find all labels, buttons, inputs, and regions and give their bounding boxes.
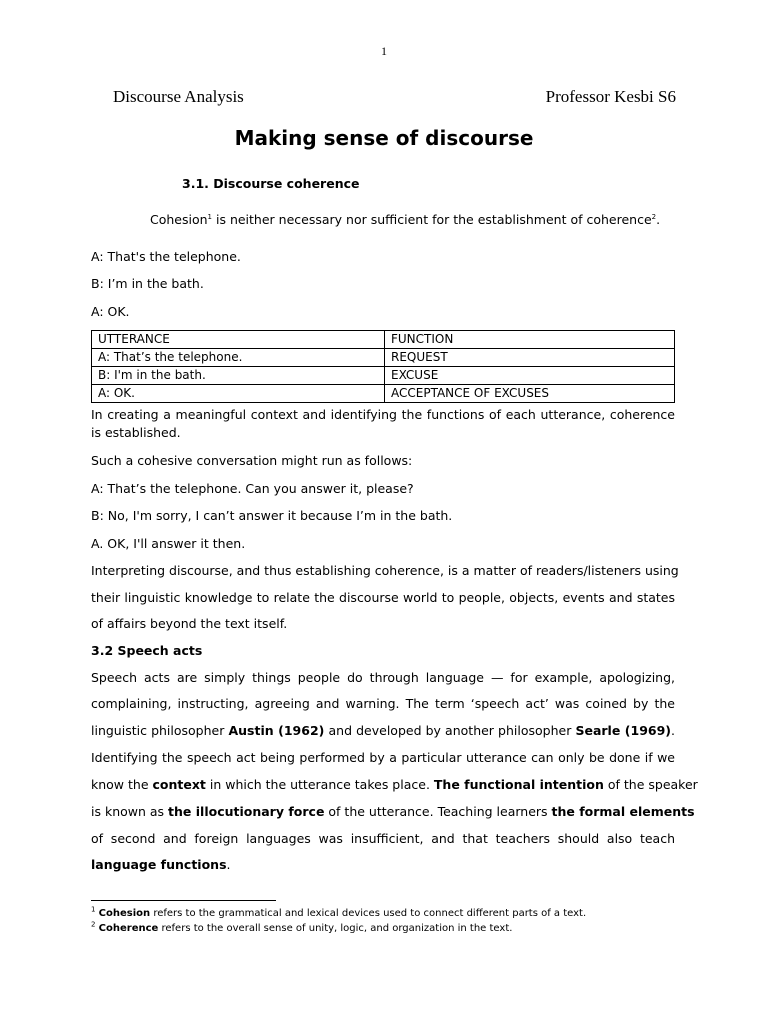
dialogue-line: B: No, I'm sorry, I can’t answer it because I’m in the bath. <box>91 508 453 523</box>
table-row <box>92 367 675 385</box>
paragraph-line: In creating a meaningful context and identifying the functions of each utterance, coherence <box>91 407 675 422</box>
paragraph-line: Interpreting discourse, and thus establishing coherence, is a matter of readers/listeners using <box>91 563 679 578</box>
table-row <box>92 349 675 367</box>
table-cell: ACCEPTANCE OF EXCUSES <box>385 385 675 403</box>
paragraph-line: Identifying the speech act being performed by a particular utterance can only be done if we <box>91 750 675 765</box>
table-header-row <box>92 331 675 349</box>
paragraph-line: of affairs beyond the text itself. <box>91 616 288 631</box>
table-cell: REQUEST <box>385 349 675 367</box>
dialogue-line: A: That’s the telephone. Can you answer it, please? <box>91 481 414 496</box>
paragraph-line: is established. <box>91 425 181 440</box>
dialogue-line: B: I’m in the bath. <box>91 276 204 291</box>
dialogue-line: A: OK. <box>91 304 130 319</box>
paragraph-line: their linguistic knowledge to relate the discourse world to people, objects, events and states <box>91 590 675 605</box>
cohesion-statement: Cohesion$^1$ is neither necessary nor sufficient for the establishment of coherence$^2$. <box>150 212 661 227</box>
paragraph-line: Speech acts are simply things people do through language — for example, apologizing, <box>91 670 675 685</box>
dialogue-line: A. OK, I'll answer it then. <box>91 536 246 551</box>
paragraph-line: complaining, instructing, agreeing and warning. The term ‘speech act’ was coined by the <box>91 696 675 711</box>
paragraph-line: Such a cohesive conversation might run as follows: <box>91 453 413 468</box>
dialogue-line: A: That's the telephone. <box>91 249 241 264</box>
table-cell: A: OK. <box>92 385 385 403</box>
footnote-ref-1[interactable]: 1 <box>207 212 213 221</box>
table-cell: A: That’s the telephone. <box>92 349 385 367</box>
section-heading-3-1: 3.1. Discourse coherence <box>182 176 360 191</box>
paragraph-line: of second and foreign languages was insufficient, and that teachers should also teach <box>91 831 675 846</box>
footnote-divider <box>91 900 276 901</box>
page-title: Making sense of discourse <box>234 126 534 150</box>
page-number: 1 <box>381 44 387 58</box>
header-professor: Professor Kesbi S6 <box>545 87 676 106</box>
table-header-cell: FUNCTION <box>385 331 675 349</box>
paragraph-line: linguistic philosopher Austin (1962) and developed by another philosopher Searle (1969). <box>91 723 676 738</box>
footnote-1: $^1$ Cohesion refers to the grammatical and lexical devices used to connect different parts of a text. <box>91 905 587 919</box>
footnote-ref-2[interactable]: 2 <box>651 212 657 221</box>
table-row <box>92 385 675 403</box>
paragraph-line: language functions. <box>91 857 231 872</box>
table-cell: B: I'm in the bath. <box>92 367 385 385</box>
function-table <box>91 330 675 403</box>
footnote-2: $^2$ Coherence refers to the overall sense of unity, logic, and organization in the text. <box>91 920 513 934</box>
paragraph-line: is known as the illocutionary force of the utterance. Teaching learners the formal elements <box>91 804 695 819</box>
header-course: Discourse Analysis <box>113 87 244 106</box>
section-heading-3-2: 3.2 Speech acts <box>91 643 203 658</box>
paragraph-line: know the context in which the utterance takes place. The functional intention of the speaker <box>91 777 698 792</box>
table-header-cell: UTTERANCE <box>92 331 385 349</box>
table-cell: EXCUSE <box>385 367 675 385</box>
